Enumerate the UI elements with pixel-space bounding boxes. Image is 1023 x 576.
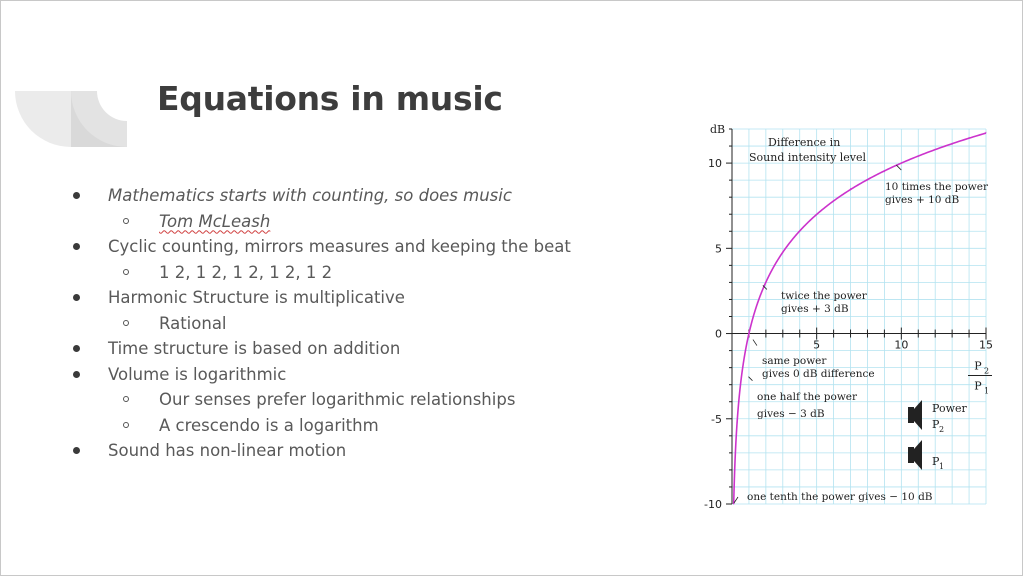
sub-bullet-item [73, 387, 593, 413]
chart-title-line1: Difference in [768, 136, 841, 149]
annotation-tenth: one tenth the power gives − 10 dB [747, 491, 933, 503]
data-point [968, 137, 969, 138]
bullet-item [73, 285, 593, 311]
bullet-text: Time structure is based on addition [108, 339, 401, 358]
annotation-half-1: one half the power [757, 391, 858, 403]
annotation-twice-2: gives + 3 dB [781, 303, 849, 315]
y-tick-label: 10 [708, 157, 722, 171]
x-axis-label-numerator: P [974, 359, 982, 373]
annotation-half-2: gives − 3 dB [757, 408, 825, 420]
data-point [736, 422, 737, 423]
data-point [733, 503, 734, 504]
annotation-ten-times-1: 10 times the power [885, 181, 988, 193]
data-point [736, 435, 737, 436]
x-tick-label: 10 [894, 338, 909, 352]
bullet-list [73, 183, 593, 464]
sub-bullet-item [73, 209, 593, 235]
data-point [753, 316, 754, 317]
annotation-same-1: same power [762, 355, 827, 367]
sub-bullet-item [73, 260, 593, 286]
bullet-text: Rational [159, 313, 227, 333]
data-point [833, 200, 834, 201]
data-point [765, 282, 766, 283]
x-axis-label-denominator: P [974, 379, 982, 393]
bullet-text: A crescendo is a logarithm [159, 415, 379, 435]
data-point [952, 144, 953, 145]
bullet-item [73, 438, 593, 464]
data-point [757, 302, 758, 303]
data-point [733, 490, 734, 491]
x-axis-label-numerator-sub: 2 [984, 366, 990, 376]
data-point [850, 188, 851, 189]
data-point [740, 384, 741, 385]
y-tick-label: -5 [711, 412, 722, 426]
speaker-icon-p2 [908, 407, 914, 423]
x-axis-label-denominator-sub: 1 [984, 386, 990, 396]
x-tick-label: 5 [813, 338, 821, 352]
data-point [742, 370, 743, 371]
bullet-item [73, 362, 593, 388]
annotation-ten-times-2: gives + 10 dB [885, 194, 960, 206]
data-point [918, 156, 919, 157]
y-tick-label: 0 [715, 327, 722, 341]
bullet-text: 1 2, 1 2, 1 2, 1 2, 1 2 [159, 262, 333, 282]
data-point [884, 171, 885, 172]
data-point [799, 231, 800, 232]
bullet-item [73, 336, 593, 362]
bullet-item [73, 183, 593, 209]
legend-p2: P [932, 418, 940, 431]
data-point [735, 452, 736, 453]
bullet-item [73, 234, 593, 260]
data-point [867, 180, 868, 181]
data-point [985, 132, 986, 133]
data-point [734, 473, 735, 474]
bullet-text: Harmonic Structure is multiplicative [108, 288, 405, 307]
bullet-text: Cyclic counting, mirrors measures and keeping the beat [108, 237, 571, 256]
annotation-twice-1: twice the power [781, 290, 867, 302]
sub-bullet-item [73, 311, 593, 337]
data-point [748, 333, 749, 334]
bullet-text: Mathematics starts with counting, so does music [108, 186, 512, 205]
data-point [935, 149, 936, 150]
bullet-text: Volume is logarithmic [108, 364, 287, 384]
legend-p2-sub: 2 [939, 425, 945, 434]
bullet-text: Sound has non-linear motion [108, 441, 347, 460]
y-tick-label: -10 [704, 498, 722, 511]
data-point [816, 214, 817, 215]
bullet-text: Our senses prefer logarithmic relationships [159, 390, 516, 409]
speaker-icon-p1 [908, 447, 914, 463]
chart-title-line2: Sound intensity level [749, 151, 867, 164]
x-tick-label: 15 [979, 338, 993, 352]
y-tick-label: 5 [715, 242, 722, 256]
data-point [901, 162, 902, 163]
annotation-same-2: gives 0 dB difference [762, 368, 875, 380]
bullet-text: Tom McLeash [159, 211, 271, 231]
data-point [738, 401, 739, 402]
sub-bullet-item [73, 413, 593, 439]
legend-p1-sub: 1 [939, 462, 945, 471]
legend-p1: P [932, 455, 940, 468]
data-point [774, 265, 775, 266]
data-point [745, 350, 746, 351]
y-axis-label: dB [710, 123, 726, 136]
decibel-chart [696, 119, 1001, 519]
legend-power-label: Power [932, 402, 967, 415]
slide-title: Equations in music [157, 79, 503, 118]
data-point [782, 251, 783, 252]
